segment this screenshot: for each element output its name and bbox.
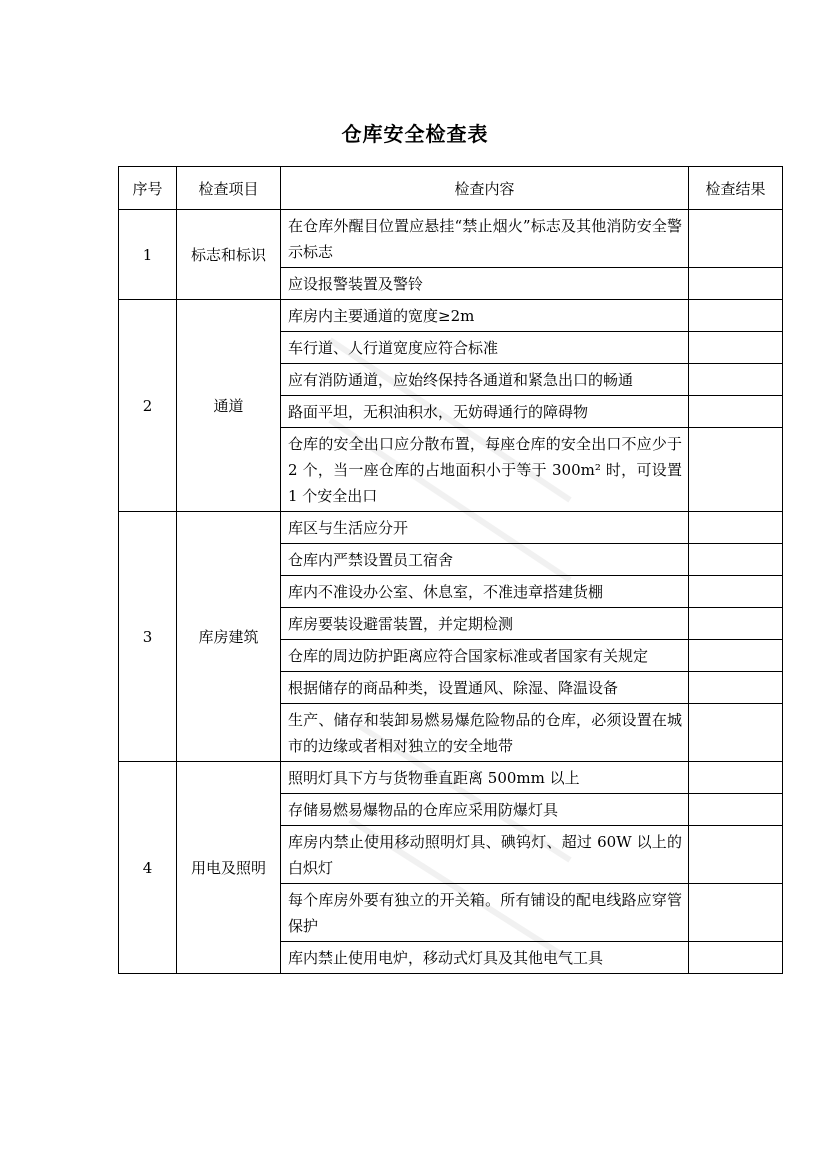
result-cell[interactable]	[689, 428, 783, 512]
content-cell: 仓库的安全出口应分散布置，每座仓库的安全出口不应少于 2 个，当一座仓库的占地面积小于等于 300m² 时，可设置 1 个安全出口	[281, 428, 689, 512]
header-seq: 序号	[119, 167, 177, 210]
result-cell[interactable]	[689, 268, 783, 300]
result-cell[interactable]	[689, 210, 783, 268]
content-cell: 库房要装设避雷装置，并定期检测	[281, 608, 689, 640]
content-cell: 应有消防通道，应始终保持各通道和紧急出口的畅通	[281, 364, 689, 396]
table-row	[119, 210, 783, 268]
content-cell: 库内不准设办公室、休息室，不准违章搭建货棚	[281, 576, 689, 608]
content-cell: 路面平坦，无积油积水，无妨碍通行的障碍物	[281, 396, 689, 428]
result-cell[interactable]	[689, 640, 783, 672]
result-cell[interactable]	[689, 512, 783, 544]
content-cell: 每个库房外要有独立的开关箱。所有铺设的配电线路应穿管保护	[281, 884, 689, 942]
header-result: 检查结果	[689, 167, 783, 210]
result-cell[interactable]	[689, 300, 783, 332]
table-row	[119, 300, 783, 332]
content-cell: 根据储存的商品种类，设置通风、除湿、降温设备	[281, 672, 689, 704]
inspection-table	[118, 166, 783, 974]
seq-cell: 4	[119, 762, 177, 974]
content-cell: 存储易燃易爆物品的仓库应采用防爆灯具	[281, 794, 689, 826]
result-cell[interactable]	[689, 826, 783, 884]
header-content: 检查内容	[281, 167, 689, 210]
result-cell[interactable]	[689, 672, 783, 704]
result-cell[interactable]	[689, 544, 783, 576]
item-cell: 标志和标识	[177, 210, 281, 300]
result-cell[interactable]	[689, 364, 783, 396]
seq-cell: 1	[119, 210, 177, 300]
content-cell: 应设报警装置及警铃	[281, 268, 689, 300]
content-cell: 仓库的周边防护距离应符合国家标准或者国家有关规定	[281, 640, 689, 672]
content-cell: 照明灯具下方与货物垂直距离 500mm 以上	[281, 762, 689, 794]
table-row	[119, 512, 783, 544]
content-cell: 库内禁止使用电炉，移动式灯具及其他电气工具	[281, 942, 689, 974]
content-cell: 在仓库外醒目位置应悬挂“禁止烟火”标志及其他消防安全警示标志	[281, 210, 689, 268]
content-cell: 仓库内严禁设置员工宿舍	[281, 544, 689, 576]
result-cell[interactable]	[689, 704, 783, 762]
seq-cell: 2	[119, 300, 177, 512]
header-item: 检查项目	[177, 167, 281, 210]
content-cell: 库房内主要通道的宽度≥2m	[281, 300, 689, 332]
seq-cell: 3	[119, 512, 177, 762]
page-title: 仓库安全检查表	[341, 122, 489, 146]
result-cell[interactable]	[689, 332, 783, 364]
result-cell[interactable]	[689, 608, 783, 640]
result-cell[interactable]	[689, 794, 783, 826]
result-cell[interactable]	[689, 884, 783, 942]
result-cell[interactable]	[689, 762, 783, 794]
content-cell: 库房内禁止使用移动照明灯具、碘钨灯、超过 60W 以上的白炽灯	[281, 826, 689, 884]
item-cell: 用电及照明	[177, 762, 281, 974]
table-row	[119, 762, 783, 794]
result-cell[interactable]	[689, 576, 783, 608]
content-cell: 生产、储存和装卸易燃易爆危险物品的仓库，必须设置在城市的边缘或者相对独立的安全地带	[281, 704, 689, 762]
item-cell: 库房建筑	[177, 512, 281, 762]
content-cell: 车行道、人行道宽度应符合标准	[281, 332, 689, 364]
result-cell[interactable]	[689, 942, 783, 974]
header-row	[119, 167, 783, 210]
result-cell[interactable]	[689, 396, 783, 428]
content-cell: 库区与生活应分开	[281, 512, 689, 544]
item-cell: 通道	[177, 300, 281, 512]
